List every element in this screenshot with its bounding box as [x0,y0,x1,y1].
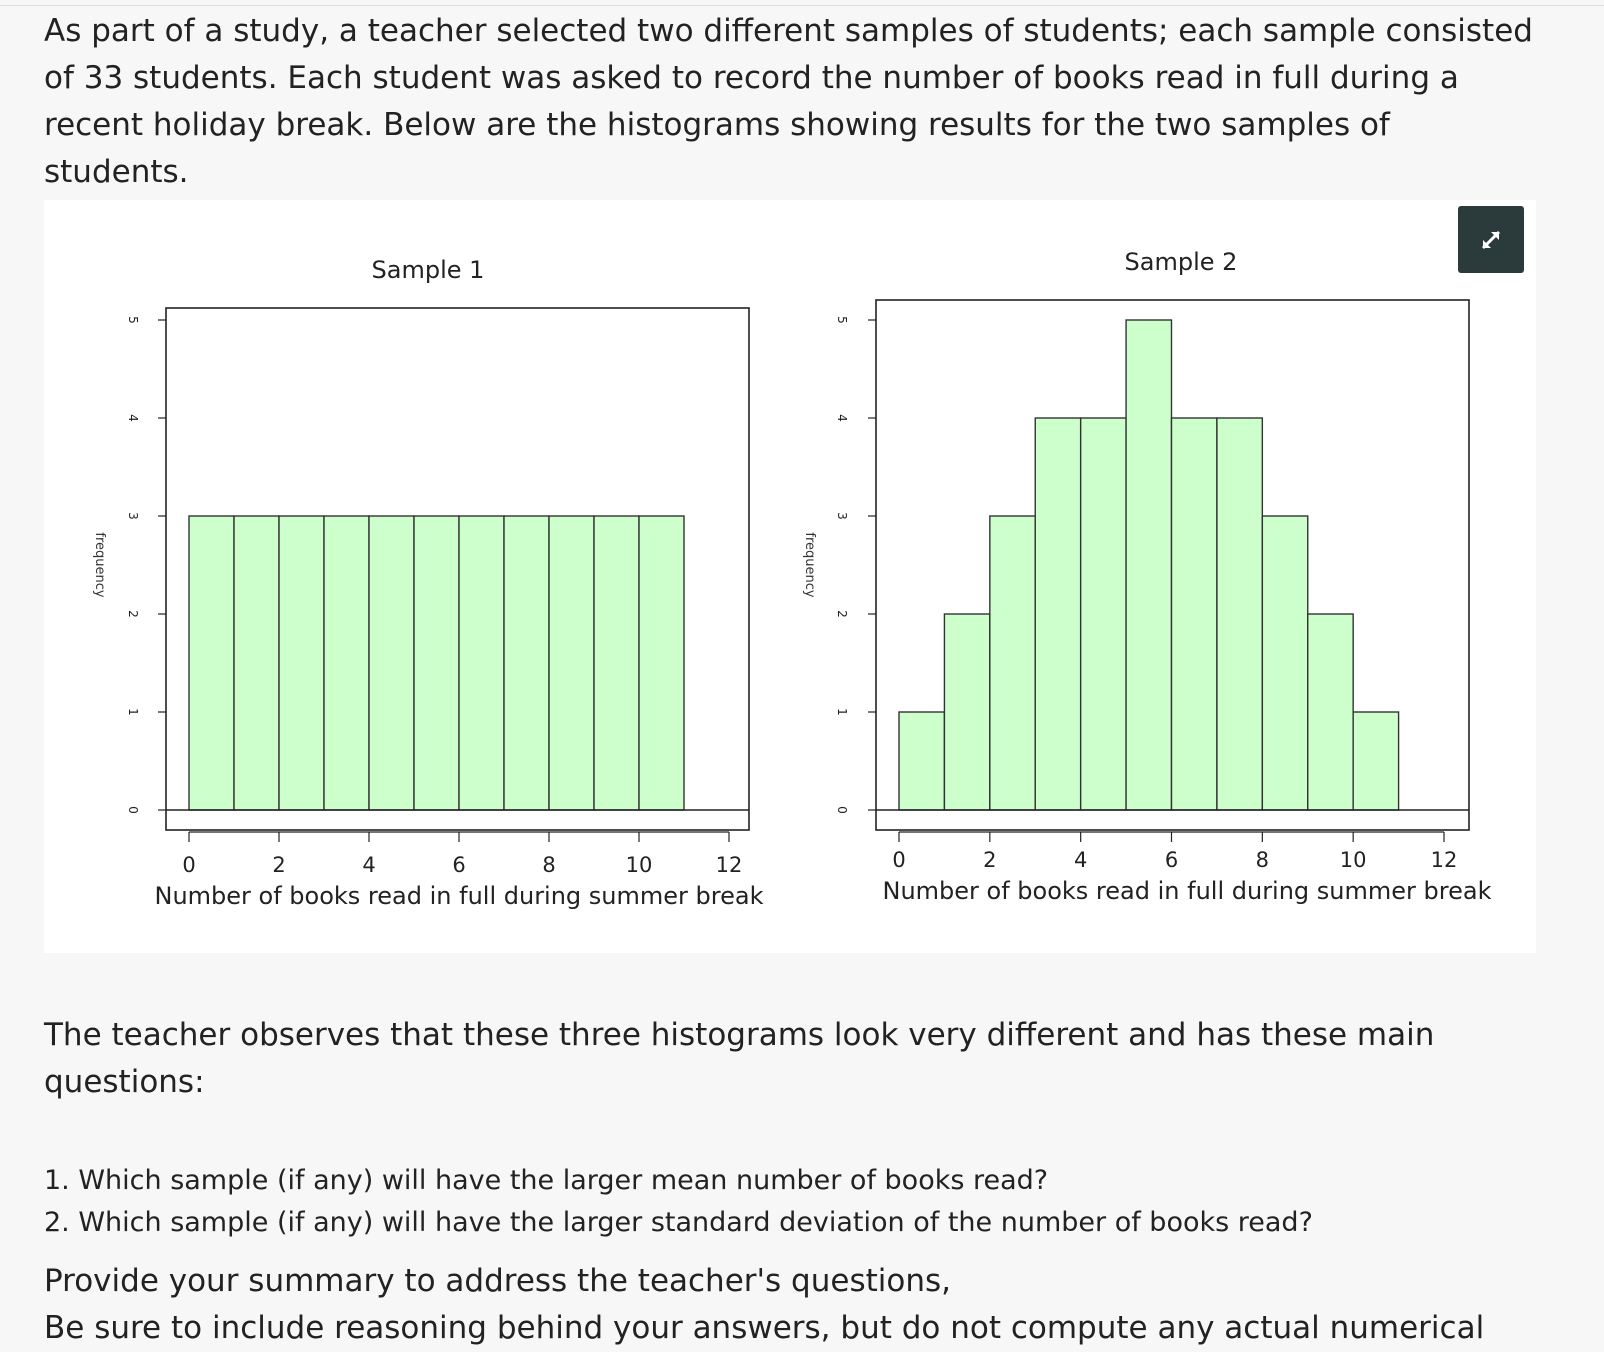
histogram-bar [639,516,684,810]
x-tick-label: 8 [542,853,556,877]
x-tick-label: 10 [625,853,653,877]
y-axis-label: frequency [92,532,107,598]
x-tick-label: 2 [983,848,997,872]
expand-figure-button[interactable] [1458,206,1524,273]
histogram-figure [44,200,1536,953]
y-tick-label: 1 [126,708,140,716]
histograms-svg [44,200,1536,953]
histogram-bar [990,516,1035,810]
y-tick-label: 0 [835,806,849,814]
x-tick-label: 12 [715,853,743,877]
x-tick-label: 4 [362,853,376,877]
instruction-line: Be sure to include reasoning behind your answers, but do not compute any actual numerical [44,1310,1485,1346]
histogram-bar [189,516,234,810]
y-tick-label: 4 [835,414,849,422]
y-tick-label: 1 [835,708,849,716]
histogram-bar [1262,516,1307,810]
x-tick-label: 0 [182,853,196,877]
y-axis-label: frequency [802,532,817,598]
histogram-bar [279,516,324,810]
x-tick-label: 8 [1255,848,1270,872]
histogram-bar [1353,712,1398,810]
histogram-bar [1217,418,1262,810]
question-list [44,1160,1544,1244]
histogram-bar [324,516,369,810]
x-tick-label: 6 [1164,848,1179,872]
histogram-bar [1035,418,1080,810]
histogram-bar [944,614,989,810]
histogram-bar [1081,418,1126,810]
histogram-bar [1172,418,1217,810]
y-tick-label: 3 [126,512,140,520]
histogram-bar [459,516,504,810]
y-tick-label: 5 [126,316,140,324]
instruction-paragraph [44,1258,1544,1352]
histogram-bar [899,712,944,810]
x-tick-label: 0 [892,848,906,872]
expand-arrows-icon [1474,223,1508,257]
x-tick-label: 6 [452,853,466,877]
histogram-bar [369,516,414,810]
y-tick-label: 4 [126,414,140,422]
top-divider [0,0,1604,6]
x-axis-label: Number of books read in full during summer break [154,882,764,910]
question-item: 2. Which sample (if any) will have the larger standard deviation of the number of books read? [44,1207,1313,1238]
histogram-bar [1126,320,1171,810]
y-tick-label: 5 [835,316,849,324]
y-tick-label: 0 [126,806,140,814]
x-tick-label: 10 [1339,848,1367,872]
histogram-bar [504,516,549,810]
histogram-bar [234,516,279,810]
x-tick-label: 4 [1073,848,1088,872]
chart-title: Sample 1 [371,256,485,284]
instruction-line: Provide your summary to address the teacher's questions, [44,1263,951,1299]
y-tick-label: 3 [835,512,849,520]
y-tick-label: 2 [126,610,140,618]
x-tick-label: 12 [1430,848,1458,872]
histogram-bar [594,516,639,810]
question-item: 1. Which sample (if any) will have the larger mean number of books read? [44,1165,1049,1196]
x-tick-label: 2 [272,853,286,877]
histogram-bar [1308,614,1353,810]
chart-title: Sample 2 [1124,248,1238,276]
x-axis-label: Number of books read in full during summer break [882,877,1492,905]
y-tick-label: 2 [835,610,849,618]
histogram-bar [414,516,459,810]
histogram-bar [549,516,594,810]
intro-paragraph: As part of a study, a teacher selected two different samples of students; each sample consisted of 33 students. Each student was asked to record the number of books read in full during a recent holiday break. Below are the histograms showing results for the two samples of students. [44,13,1533,190]
observation-paragraph: The teacher observes that these three histograms look very different and has these main questions: [44,1017,1435,1100]
